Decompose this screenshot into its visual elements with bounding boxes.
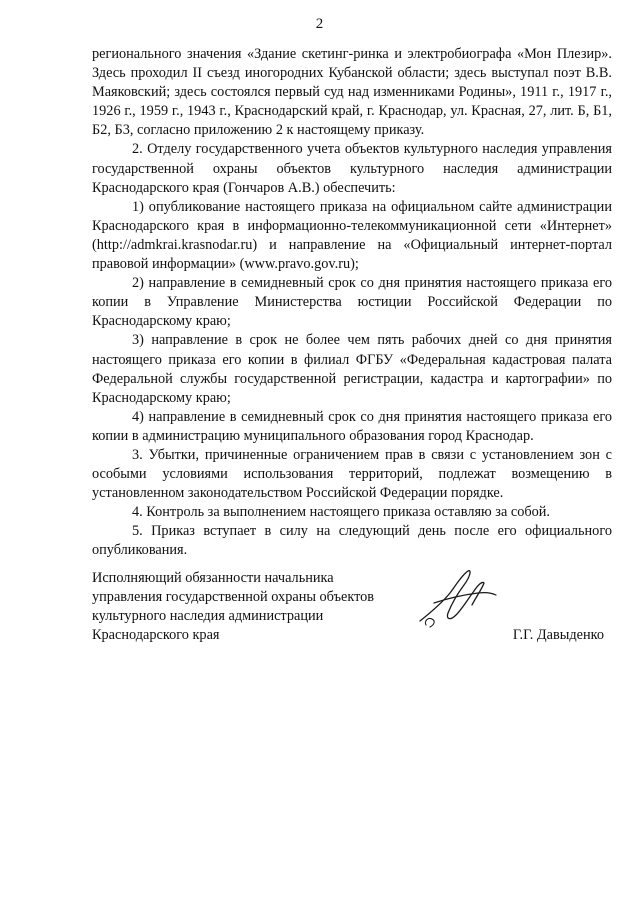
- signature-block: [92, 569, 612, 649]
- page-number: 2: [315, 16, 324, 32]
- signatory-position-line-3: культурного наследия администрации: [92, 608, 324, 625]
- signatory-position-line-2: управления государственной охраны объектов: [92, 589, 375, 606]
- paragraph-2-1: 1) опубликование настоящего приказа на официальном сайте администрации Краснодарского края в информационно-телекоммуникационной сети «Интернет» (http://admkrai.krasnodar.ru) и направление на «Официальный интернет-портал правовой информации» (www.pravo.gov.ru);: [92, 198, 612, 273]
- signatory-name: Г.Г. Давыденко: [512, 627, 604, 643]
- signatory-position: [92, 569, 422, 645]
- paragraph-1: регионального значения «Здание скетинг-ринка и электробиографа «Мон Плезир». Здесь проходил II съезд иногородних Кубанской области; здесь выступал поэт В.В. Маяковский; здесь состоялся первый суд над изменниками Родины», 1911 г., 1917 г., 1926 г., 1959 г., 1943 г., Краснодарский край, г. Краснодар, ул. Красная, 27, лит. Б, Б1, Б2, Б3, согласно приложению 2 к настоящему приказу.: [92, 46, 612, 139]
- paragraph-2: 2. Отделу государственного учета объектов культурного наследия управления государственной охраны объектов культурного наследия администрации Краснодарского края (Гончаров А.В.) обеспечить:: [92, 141, 612, 196]
- paragraph-2-4: 4) направление в семидневный срок со дня принятия настоящего приказа его копии в администрацию муниципального образования город Краснодар.: [92, 408, 612, 444]
- signatory-position-line-4: Краснодарского края: [92, 627, 220, 644]
- signatory-position-line-1: Исполняющий обязанности начальника: [92, 570, 334, 586]
- paragraph-2-3: 3) направление в срок не более чем пять рабочих дней со дня принятия настоящего приказа его копии в филиал ФГБУ «Федеральная кадастровая палата Федеральной службы государственной регистрации, кадастра и картографии» по Краснодарскому краю;: [92, 332, 612, 406]
- handwritten-signature-icon: [412, 563, 502, 633]
- paragraph-3: 3. Убытки, причиненные ограничением прав в связи с установлением зон с особыми условиями использования территорий, подлежат возмещению в установленном законодательством Российской Федерации порядке.: [92, 446, 612, 502]
- paragraph-4: 4. Контроль за выполнением настоящего приказа оставляю за собой.: [132, 504, 551, 521]
- document-body: [92, 45, 612, 561]
- paragraph-5: 5. Приказ вступает в силу на следующий день после его официального опубликования.: [92, 523, 612, 559]
- paragraph-2-2: 2) направление в семидневный срок со дня принятия настоящего приказа его копии в Управление Министерства юстиции Российской Федерации по Краснодарскому краю;: [92, 275, 612, 330]
